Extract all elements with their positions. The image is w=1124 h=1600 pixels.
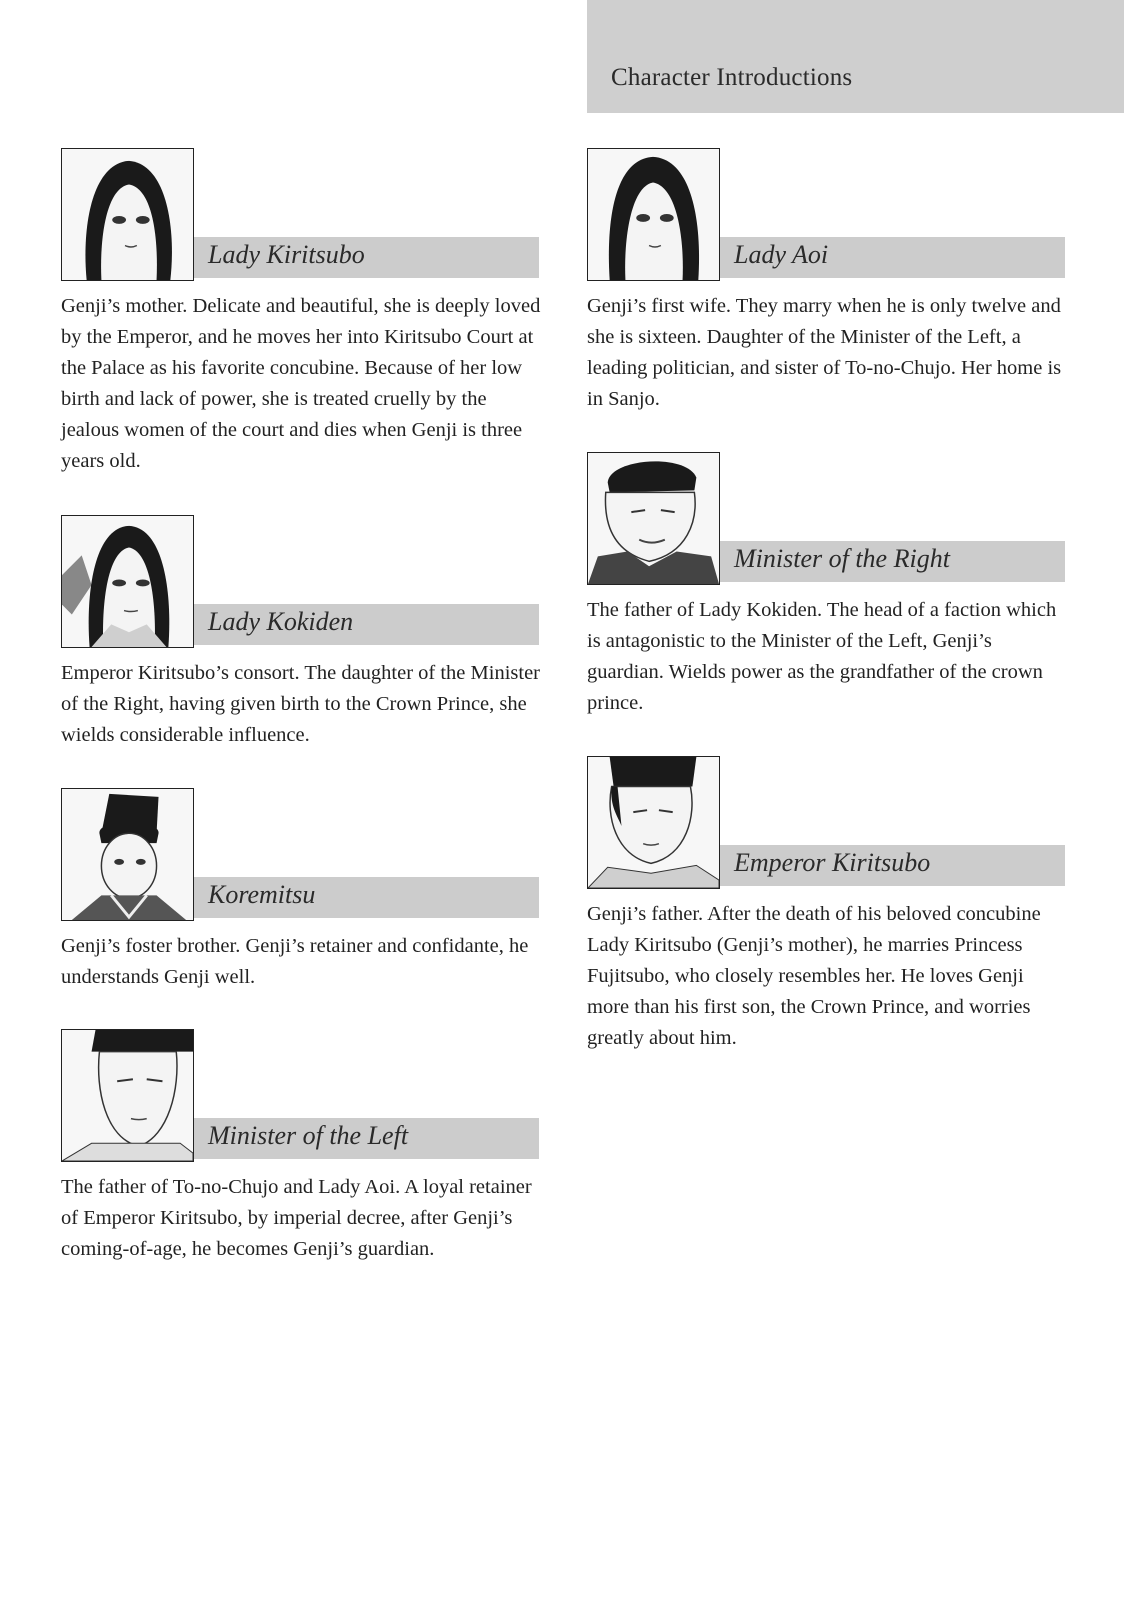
portrait-minister-of-the-right [587,452,720,585]
character-name: Minister of the Right [734,544,950,573]
portrait-lady-kiritsubo [61,148,194,281]
portrait-lady-aoi [587,148,720,281]
character-description: The father of To-no-Chujo and Lady Aoi. A loyal retainer of Emperor Kiritsubo, by imperial decree, after Genji’s coming-of-age, he becomes Genji’s guardian. [61,1176,532,1260]
name-bar [720,845,1065,886]
page-title: Character Introductions [611,64,853,91]
name-bar [720,237,1065,278]
character-description: Genji’s first wife. They marry when he is only twelve and she is sixteen. Daughter of the Minister of the Left, a leading politician, and sister of To-no-Chujo. Her home is in Sanjo. [587,295,1062,410]
name-bar [720,541,1065,582]
name-bar [194,877,539,918]
character-description: Genji’s mother. Delicate and beautiful, she is deeply loved by the Emperor, and he moves her into Kiritsubo Court at the Palace as his favorite concubine. Because of her low birth and lack of power, she is treated cruelly by the jealous women of the court and dies when Genji is three years old. [61,295,541,472]
character-name: Emperor Kiritsubo [734,848,931,877]
name-bar [194,237,539,278]
character-description: Genji’s foster brother. Genji’s retainer and confidante, he understands Genji well. [61,935,529,988]
character-name: Koremitsu [208,880,316,909]
character-name: Lady Kiritsubo [208,240,365,269]
name-bar [194,604,539,645]
character-name: Lady Kokiden [208,607,354,636]
header-band [587,0,1124,113]
character-description: Emperor Kiritsubo’s consort. The daughter of the Minister of the Right, having given birth to the Crown Prince, she wields considerable influence. [61,662,540,746]
character-name: Minister of the Left [208,1121,409,1150]
character-description: Genji’s father. After the death of his beloved concubine Lady Kiritsubo (Genji’s mother), he marries Princess Fujitsubo, who closely resembles her. He loves Genji more than his first son, the Crown Prince, and worries greatly about him. [587,903,1041,1049]
character-name: Lady Aoi [734,240,829,269]
portrait-lady-kokiden [61,515,194,648]
name-bar [194,1118,539,1159]
portrait-koremitsu [61,788,194,921]
portrait-emperor-kiritsubo [587,756,720,889]
character-description: The father of Lady Kokiden. The head of a faction which is antagonistic to the Minister of the Left, Genji’s guardian. Wields power as the grandfather of the crown prince. [587,599,1057,714]
portrait-minister-of-the-left [61,1029,194,1162]
